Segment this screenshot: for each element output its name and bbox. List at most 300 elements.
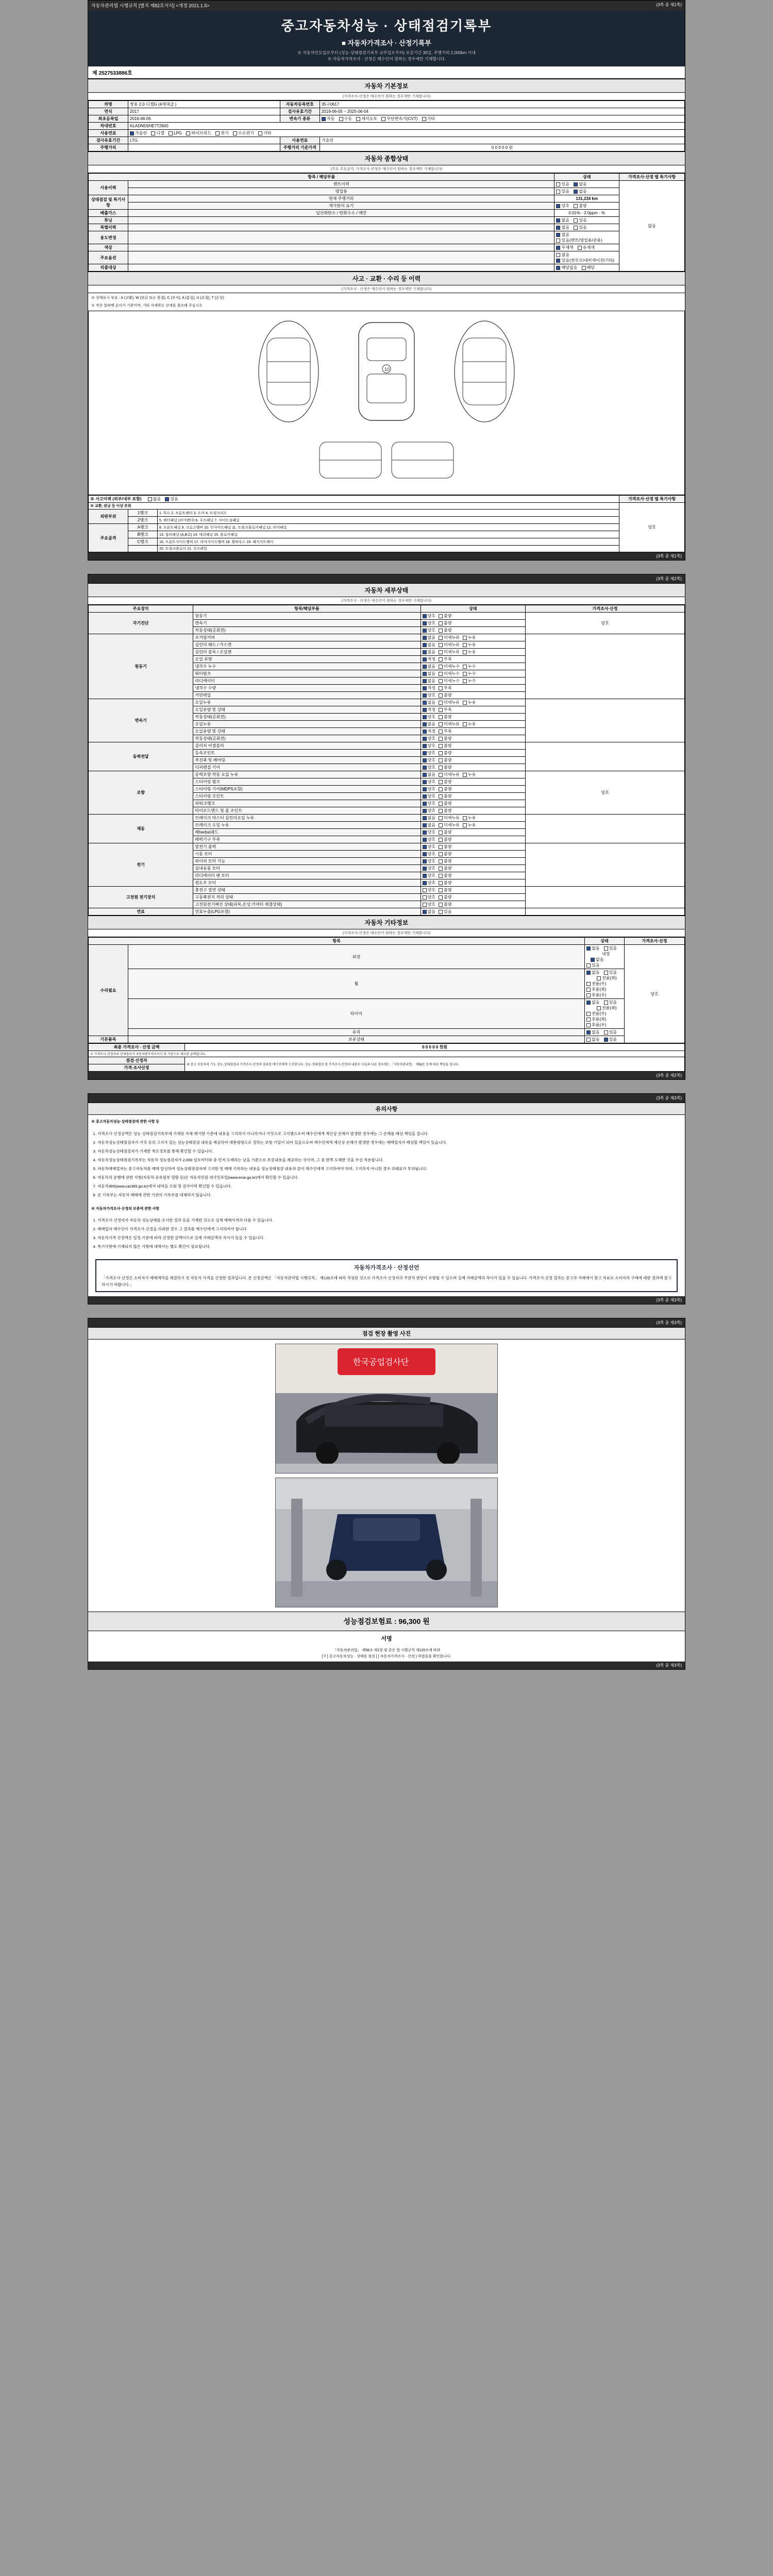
detail-item-state <box>421 620 525 627</box>
checkbox-option[interactable] <box>439 866 451 871</box>
checkbox-icon[interactable] <box>423 751 427 755</box>
checkbox-option[interactable] <box>423 649 435 655</box>
checkbox-label: 누수 <box>467 664 476 669</box>
checkbox-option[interactable] <box>439 822 460 828</box>
checkbox-icon[interactable] <box>423 780 427 784</box>
checkbox-option[interactable] <box>439 620 451 626</box>
checkbox-option[interactable] <box>439 678 460 684</box>
checkbox-option[interactable] <box>439 779 451 785</box>
detail-item-label: 추진축 및 베어링 <box>193 757 421 764</box>
checkbox-option[interactable] <box>439 728 451 734</box>
detail-item-state <box>421 778 525 786</box>
checkbox-option[interactable] <box>423 894 435 900</box>
checkbox-option[interactable] <box>439 837 451 842</box>
checkbox-icon[interactable] <box>423 722 427 726</box>
checkbox-icon[interactable] <box>439 874 443 878</box>
checkbox-option[interactable] <box>439 902 451 907</box>
checkbox-option[interactable] <box>423 887 435 893</box>
color-opt-chroma[interactable]: 유채색 <box>578 245 595 250</box>
trans-opt-auto[interactable]: 자동 <box>322 116 334 122</box>
detail-item-label: 브레이크 마스터 실린더오일 누유 <box>193 815 421 822</box>
checkbox-icon[interactable] <box>439 780 443 784</box>
checkbox-icon[interactable] <box>439 816 443 820</box>
section-detail-subtitle: (가격조사 · 산정은 매수인이 원하는 경우에만 기재합니다) <box>88 597 685 605</box>
checkbox-icon[interactable] <box>423 867 427 871</box>
checkbox-option[interactable] <box>439 786 451 792</box>
checkbox-icon[interactable] <box>439 686 443 690</box>
checkbox-icon[interactable] <box>423 888 427 892</box>
cluster-opt-good[interactable]: 양호 <box>556 203 569 209</box>
detail-item-label: 연료누출(LPG포함) <box>193 908 421 916</box>
checkbox-icon[interactable] <box>423 845 427 849</box>
detail-item-state <box>421 706 525 714</box>
checkbox-option[interactable] <box>423 685 435 691</box>
checkbox-icon[interactable] <box>439 665 443 669</box>
sheet4-footer: (3쪽 중 제3쪽) <box>88 1662 685 1669</box>
checkbox-icon[interactable] <box>423 708 427 712</box>
checkbox-icon[interactable] <box>439 751 443 755</box>
comm-opt-no[interactable]: 없음 <box>574 189 586 194</box>
checkbox-option[interactable] <box>423 642 435 648</box>
checkbox-option[interactable] <box>439 844 451 850</box>
checkbox-option[interactable] <box>423 793 435 799</box>
checkbox-option[interactable] <box>439 894 451 900</box>
checkbox-option[interactable] <box>463 664 476 669</box>
wheel-opt-yes[interactable]: 있음 <box>604 970 617 975</box>
checkbox-option[interactable] <box>423 671 435 676</box>
trans-opt-cvt[interactable]: 무단변속기(CVT) <box>381 116 417 122</box>
overall-item-commercial: 영업용 <box>128 188 554 195</box>
color-opt-mono[interactable]: 무채색 <box>556 245 573 250</box>
checkbox-option[interactable] <box>423 779 435 785</box>
cluster-opt-bad[interactable]: 불량 <box>574 203 586 209</box>
checkbox-icon[interactable] <box>423 910 427 914</box>
checkbox-icon[interactable] <box>439 867 443 871</box>
tire-pos-rr[interactable]: 후륜(우) <box>586 1022 607 1028</box>
checkbox-option[interactable] <box>439 829 451 835</box>
checkbox-option[interactable] <box>463 642 476 648</box>
checkbox-icon[interactable] <box>439 679 443 683</box>
glass-opt-no[interactable]: 없음 <box>586 1029 599 1035</box>
checkbox-option[interactable] <box>439 880 451 886</box>
checkbox-icon[interactable] <box>439 895 443 900</box>
checkbox-option[interactable] <box>423 909 435 914</box>
checkbox-icon[interactable] <box>423 773 427 777</box>
checkbox-option[interactable] <box>423 851 435 857</box>
detail-item-label: 오일누유 <box>193 721 421 728</box>
checkbox-option[interactable] <box>423 801 435 806</box>
checkbox-icon[interactable] <box>423 693 427 698</box>
checkbox-icon[interactable] <box>439 787 443 791</box>
wheel-pos-fl[interactable]: 전륜(좌) <box>597 975 617 981</box>
detail-head-state: 상태 <box>421 605 525 613</box>
fuel-opt-ev[interactable]: 전기 <box>215 130 228 136</box>
trans-opt-manual[interactable]: 수동 <box>339 116 352 122</box>
checkbox-option[interactable] <box>423 700 435 705</box>
checkbox-option[interactable] <box>439 664 460 669</box>
other-head-price: 가격조사·산정 <box>625 938 685 945</box>
checkbox-icon[interactable] <box>439 852 443 856</box>
checkbox-option[interactable] <box>439 765 451 770</box>
fuel-opt-hybrid[interactable]: 하이브리드 <box>186 130 211 136</box>
checkbox-option[interactable] <box>423 743 435 749</box>
checkbox-label: 양호 <box>427 621 435 626</box>
checkbox-option[interactable] <box>423 822 435 828</box>
row-label-inspection: 검사유효기간 <box>280 108 320 115</box>
other-group-repair: 수리필요 <box>89 945 128 1036</box>
checkbox-option[interactable] <box>439 851 451 857</box>
checkbox-icon[interactable] <box>423 766 427 770</box>
tire-opt-yes[interactable]: 있음 <box>604 999 617 1005</box>
checkbox-icon[interactable] <box>423 737 427 741</box>
checkbox-icon[interactable] <box>423 903 427 907</box>
rent-opt-no[interactable]: 없음 <box>574 181 586 187</box>
basic-opt-yes[interactable]: 있음 <box>604 1037 617 1042</box>
checkbox-option[interactable] <box>423 829 435 835</box>
special-opt-no[interactable]: 없음 <box>556 225 569 230</box>
checkbox-icon[interactable] <box>439 903 443 907</box>
trans-opt-semi[interactable]: 세미오토 <box>356 116 377 122</box>
other-state-wheel <box>585 969 625 999</box>
checkbox-option[interactable] <box>439 736 451 741</box>
checkbox-option[interactable] <box>439 685 451 691</box>
checkbox-icon[interactable] <box>439 766 443 770</box>
checkbox-icon[interactable] <box>423 614 427 618</box>
checkbox-icon[interactable] <box>439 758 443 762</box>
checkbox-icon[interactable] <box>439 629 443 633</box>
checkbox-option[interactable] <box>439 808 451 814</box>
checkbox-icon[interactable] <box>439 859 443 863</box>
wheel-pos-fr[interactable]: 전륜(우) <box>586 981 607 987</box>
checkbox-option[interactable] <box>423 808 435 814</box>
checkbox-icon[interactable] <box>463 701 467 705</box>
accident-opt-none[interactable]: 없음 <box>148 496 161 502</box>
comm-opt-yes[interactable]: 있음 <box>556 189 569 194</box>
checkbox-icon[interactable] <box>439 831 443 835</box>
checkbox-icon[interactable] <box>439 650 443 654</box>
checkbox-option[interactable] <box>439 887 451 893</box>
signature-label: 서명 <box>381 1636 392 1642</box>
overall-group-usage: 사용이력 <box>89 181 128 195</box>
overall-item-cluster: 계기판의 표기 <box>128 202 554 210</box>
checkbox-option[interactable] <box>423 635 435 640</box>
checkbox-icon[interactable] <box>439 794 443 799</box>
fuel-opt-etc[interactable]: 기타 <box>258 130 271 136</box>
basic-info-table <box>88 100 685 151</box>
tire-pos-rl[interactable]: 후륜(좌) <box>586 1016 607 1022</box>
checkbox-option[interactable] <box>439 707 451 713</box>
parts-group-exterior: 외판부위 <box>89 510 128 524</box>
checkbox-label: 양호 <box>427 693 435 698</box>
checkbox-option[interactable] <box>439 793 451 799</box>
checkbox-icon[interactable] <box>423 859 427 863</box>
checkbox-option[interactable] <box>423 757 435 763</box>
checkbox-icon[interactable] <box>463 773 467 777</box>
checkbox-icon[interactable] <box>423 838 427 842</box>
checkbox-icon[interactable] <box>423 823 427 827</box>
checkbox-option[interactable] <box>439 714 451 720</box>
glass-opt-yes[interactable]: 있음 <box>604 1029 617 1035</box>
checkbox-option[interactable] <box>439 642 460 648</box>
tuning-opt-no[interactable]: 없음 <box>556 217 569 223</box>
checkbox-icon[interactable] <box>423 636 427 640</box>
ext-opt-no[interactable]: 없음 <box>586 945 599 951</box>
checkbox-icon[interactable] <box>463 816 467 820</box>
checkbox-option[interactable] <box>439 858 451 864</box>
fuel-opt-hydrogen[interactable]: 수소전기 <box>233 130 254 136</box>
detail-item-state <box>421 728 525 735</box>
checkbox-icon[interactable] <box>439 672 443 676</box>
trans-opt-etc[interactable]: 기타 <box>422 116 435 122</box>
checkbox-option[interactable] <box>439 721 460 727</box>
checkbox-option[interactable] <box>423 786 435 792</box>
checkbox-option[interactable] <box>439 692 451 698</box>
checkbox-option[interactable] <box>439 628 451 633</box>
page-indicator-4: (3쪽 중 제3쪽) <box>656 1320 682 1326</box>
checkbox-option[interactable] <box>463 700 476 705</box>
checkbox-icon[interactable] <box>439 737 443 741</box>
checkbox-option[interactable] <box>423 765 435 770</box>
detail-group-remark: 양호 <box>525 613 684 634</box>
checkbox-icon[interactable] <box>423 650 427 654</box>
checkbox-icon[interactable] <box>439 722 443 726</box>
tire-opt-no[interactable]: 없음 <box>586 999 599 1005</box>
checkbox-icon[interactable] <box>439 693 443 698</box>
detail-group-remark <box>525 843 684 887</box>
detail-group-2: 변속기 <box>89 699 193 742</box>
checkbox-icon[interactable] <box>439 838 443 842</box>
checkbox-icon[interactable] <box>423 881 427 885</box>
page-indicator-3: (3쪽 중 제3쪽) <box>656 1096 682 1101</box>
checkbox-option[interactable] <box>423 736 435 741</box>
checkbox-option[interactable] <box>463 721 476 727</box>
checkbox-icon[interactable] <box>439 823 443 827</box>
checkbox-label: 양호 <box>427 844 435 850</box>
checkbox-option[interactable] <box>439 757 451 763</box>
parts-rank-b: B랭크 <box>128 531 158 538</box>
checkbox-icon[interactable] <box>439 773 443 777</box>
checkbox-icon[interactable] <box>439 881 443 885</box>
other-state-glass <box>585 1029 625 1036</box>
checkbox-option[interactable] <box>463 635 476 640</box>
checkbox-option[interactable] <box>463 815 476 821</box>
ext-opt-yes[interactable]: 있음 <box>604 945 617 951</box>
checkbox-icon[interactable] <box>439 701 443 705</box>
usechange-opt-yes[interactable]: 있음(렌트/영업용/관용) <box>556 238 602 243</box>
special-opt-yes[interactable]: 있음 <box>574 225 586 230</box>
checkbox-icon[interactable] <box>423 715 427 719</box>
checkbox-label: 불량 <box>443 873 452 878</box>
fuel-opt-diesel[interactable]: 디젤 <box>151 130 164 136</box>
emission-value: 0.01% · 2.0ppm · % <box>554 210 619 217</box>
checkbox-option[interactable] <box>463 678 476 684</box>
checkbox-label: 미세누유 <box>443 772 460 777</box>
checkbox-option[interactable] <box>439 772 460 777</box>
checkbox-icon[interactable] <box>423 629 427 633</box>
checkbox-icon[interactable] <box>423 744 427 748</box>
detail-item-state <box>421 685 525 692</box>
checkbox-option[interactable] <box>423 620 435 626</box>
checkbox-option[interactable] <box>439 613 451 619</box>
checkbox-option[interactable] <box>439 743 451 749</box>
checkbox-option[interactable] <box>423 873 435 878</box>
fuel-opt-gasoline[interactable]: 가솔린 <box>130 130 147 136</box>
checkbox-icon[interactable] <box>423 787 427 791</box>
detail-item-label: 동력조향 작동 오일 누유 <box>193 771 421 778</box>
row-label-firstreg: 최초등록일 <box>89 115 128 123</box>
checkbox-option[interactable] <box>423 880 435 886</box>
checkbox-icon[interactable] <box>439 809 443 813</box>
checkbox-option[interactable] <box>423 613 435 619</box>
sheet1-footer: (3쪽 중 제1쪽) <box>88 552 685 560</box>
checkbox-icon[interactable] <box>439 888 443 892</box>
checkbox-option[interactable] <box>439 656 451 662</box>
checkbox-option[interactable] <box>439 649 460 655</box>
checkbox-icon[interactable] <box>423 672 427 676</box>
checkbox-icon[interactable] <box>463 672 467 676</box>
checkbox-icon[interactable] <box>423 686 427 690</box>
checkbox-icon[interactable] <box>439 643 443 647</box>
checkbox-icon[interactable] <box>423 831 427 835</box>
checkbox-icon[interactable] <box>463 722 467 726</box>
checkbox-icon[interactable] <box>423 816 427 820</box>
section-other-title: 자동차 기타정보 <box>88 916 685 929</box>
checkbox-icon[interactable] <box>439 802 443 806</box>
options-opt-no[interactable]: 없음 <box>556 252 569 258</box>
row-value-carname: 쌍용 2.0 디젤G (4세대급 ) <box>128 101 280 108</box>
checkbox-icon[interactable] <box>423 758 427 762</box>
checkbox-option[interactable] <box>423 902 435 907</box>
checkbox-icon[interactable] <box>423 802 427 806</box>
checkbox-icon[interactable] <box>423 665 427 669</box>
checkbox-option[interactable] <box>463 671 476 676</box>
appraiser-label: 가격·조사산정 <box>89 1064 185 1072</box>
checkbox-option[interactable] <box>423 858 435 864</box>
checkbox-option[interactable] <box>423 728 435 734</box>
checkbox-icon[interactable] <box>423 701 427 705</box>
checkbox-icon[interactable] <box>423 657 427 662</box>
wheel-pos-rr[interactable]: 후륜(우) <box>586 992 607 998</box>
usechange-opt-no[interactable]: 없음 <box>556 232 569 238</box>
checkbox-icon[interactable] <box>463 665 467 669</box>
checkbox-icon[interactable] <box>439 845 443 849</box>
checkbox-icon[interactable] <box>423 730 427 734</box>
checkbox-icon[interactable] <box>439 744 443 748</box>
checkbox-icon[interactable] <box>423 852 427 856</box>
overall-group-tuning: 튜닝 <box>89 217 128 224</box>
tire-pos-fr[interactable]: 전륜(우) <box>586 1011 607 1016</box>
checkbox-option[interactable] <box>439 750 451 756</box>
int-opt-yes[interactable]: 있음 <box>586 962 599 968</box>
wheel-opt-no[interactable]: 없음 <box>586 970 599 975</box>
checkbox-option[interactable] <box>439 635 460 640</box>
checkbox-option[interactable] <box>439 815 460 821</box>
checkbox-icon[interactable] <box>423 643 427 647</box>
options-opt-yes[interactable]: 있음(썬루프/내비게이션/기타) <box>556 258 614 263</box>
checkbox-option[interactable] <box>423 721 435 727</box>
checkbox-option[interactable] <box>423 714 435 720</box>
checkbox-icon[interactable] <box>423 895 427 900</box>
checkbox-option[interactable] <box>439 671 460 676</box>
checkbox-option[interactable] <box>439 700 460 705</box>
checkbox-icon[interactable] <box>463 643 467 647</box>
fuel-opt-lpg[interactable]: LPG <box>169 131 182 135</box>
int-opt-no[interactable]: 없음 <box>591 957 603 962</box>
checkbox-option[interactable] <box>423 772 435 777</box>
checkbox-icon[interactable] <box>423 679 427 683</box>
checkbox-icon[interactable] <box>439 910 443 914</box>
checkbox-option[interactable] <box>423 707 435 713</box>
detail-group-0: 자기진단 <box>89 613 193 634</box>
checkbox-option[interactable] <box>463 649 476 655</box>
table-row <box>89 699 685 706</box>
recall-opt-none[interactable]: 해당없음 <box>556 265 577 270</box>
accident-opt-yes[interactable]: 있음 <box>165 496 178 502</box>
checkbox-icon[interactable] <box>439 657 443 662</box>
row-label-trans: 변속기 종류 <box>280 115 320 123</box>
checkbox-icon[interactable] <box>463 823 467 827</box>
checkbox-label: 불량 <box>443 859 452 864</box>
checkbox-icon[interactable] <box>439 708 443 712</box>
checkbox-option[interactable] <box>423 628 435 633</box>
checkbox-icon[interactable] <box>439 621 443 625</box>
checkbox-option[interactable] <box>439 873 451 878</box>
recall-opt-yes[interactable]: 해당 <box>582 265 595 270</box>
table-row <box>89 771 685 778</box>
checkbox-option[interactable] <box>423 844 435 850</box>
checkbox-icon[interactable] <box>463 636 467 640</box>
basic-opt-no[interactable]: 없음 <box>586 1037 599 1042</box>
detail-item-label: 냉각수 수량 <box>193 685 421 692</box>
rent-opt-yes[interactable]: 있음 <box>556 181 569 187</box>
checkbox-icon[interactable] <box>463 650 467 654</box>
checkbox-label: 누유 <box>467 650 476 655</box>
header-note-2: ※ 자동차가격조사 · 산정은 매수인이 원하는 경우에만 기재합니다. <box>327 57 446 61</box>
checkbox-icon[interactable] <box>439 730 443 734</box>
checkbox-option[interactable] <box>423 664 435 669</box>
checkbox-option[interactable] <box>423 678 435 684</box>
detail-group-remark <box>525 699 684 742</box>
tuning-opt-yes[interactable]: 있음 <box>574 217 586 223</box>
row-label-carname: 차명 <box>89 101 128 108</box>
checkbox-option[interactable] <box>463 822 476 828</box>
checkbox-option[interactable] <box>423 815 435 821</box>
checkbox-option[interactable] <box>423 837 435 842</box>
car-side-left-icon <box>247 317 330 426</box>
checkbox-icon[interactable] <box>423 809 427 813</box>
checkbox-icon[interactable] <box>423 874 427 878</box>
wheel-pos-rl[interactable]: 후륜(좌) <box>586 987 607 992</box>
checkbox-option[interactable] <box>423 692 435 698</box>
checkbox-option[interactable] <box>423 656 435 662</box>
checkbox-icon[interactable] <box>423 794 427 799</box>
checkbox-icon[interactable] <box>439 614 443 618</box>
checkbox-icon[interactable] <box>463 679 467 683</box>
tire-pos-fl[interactable]: 전륜(좌) <box>597 1005 617 1011</box>
final-price-value: 0 0 0 0 0 천원 <box>185 1044 685 1051</box>
checkbox-option[interactable] <box>439 909 451 914</box>
checkbox-icon[interactable] <box>439 715 443 719</box>
checkbox-option[interactable] <box>439 801 451 806</box>
checkbox-icon[interactable] <box>439 636 443 640</box>
checkbox-option[interactable] <box>423 866 435 871</box>
detail-item-state <box>421 677 525 685</box>
checkbox-option[interactable] <box>463 772 476 777</box>
checkbox-option[interactable] <box>423 750 435 756</box>
detail-item-state <box>421 721 525 728</box>
checkbox-label: 불량 <box>443 808 452 814</box>
checkbox-icon[interactable] <box>423 621 427 625</box>
